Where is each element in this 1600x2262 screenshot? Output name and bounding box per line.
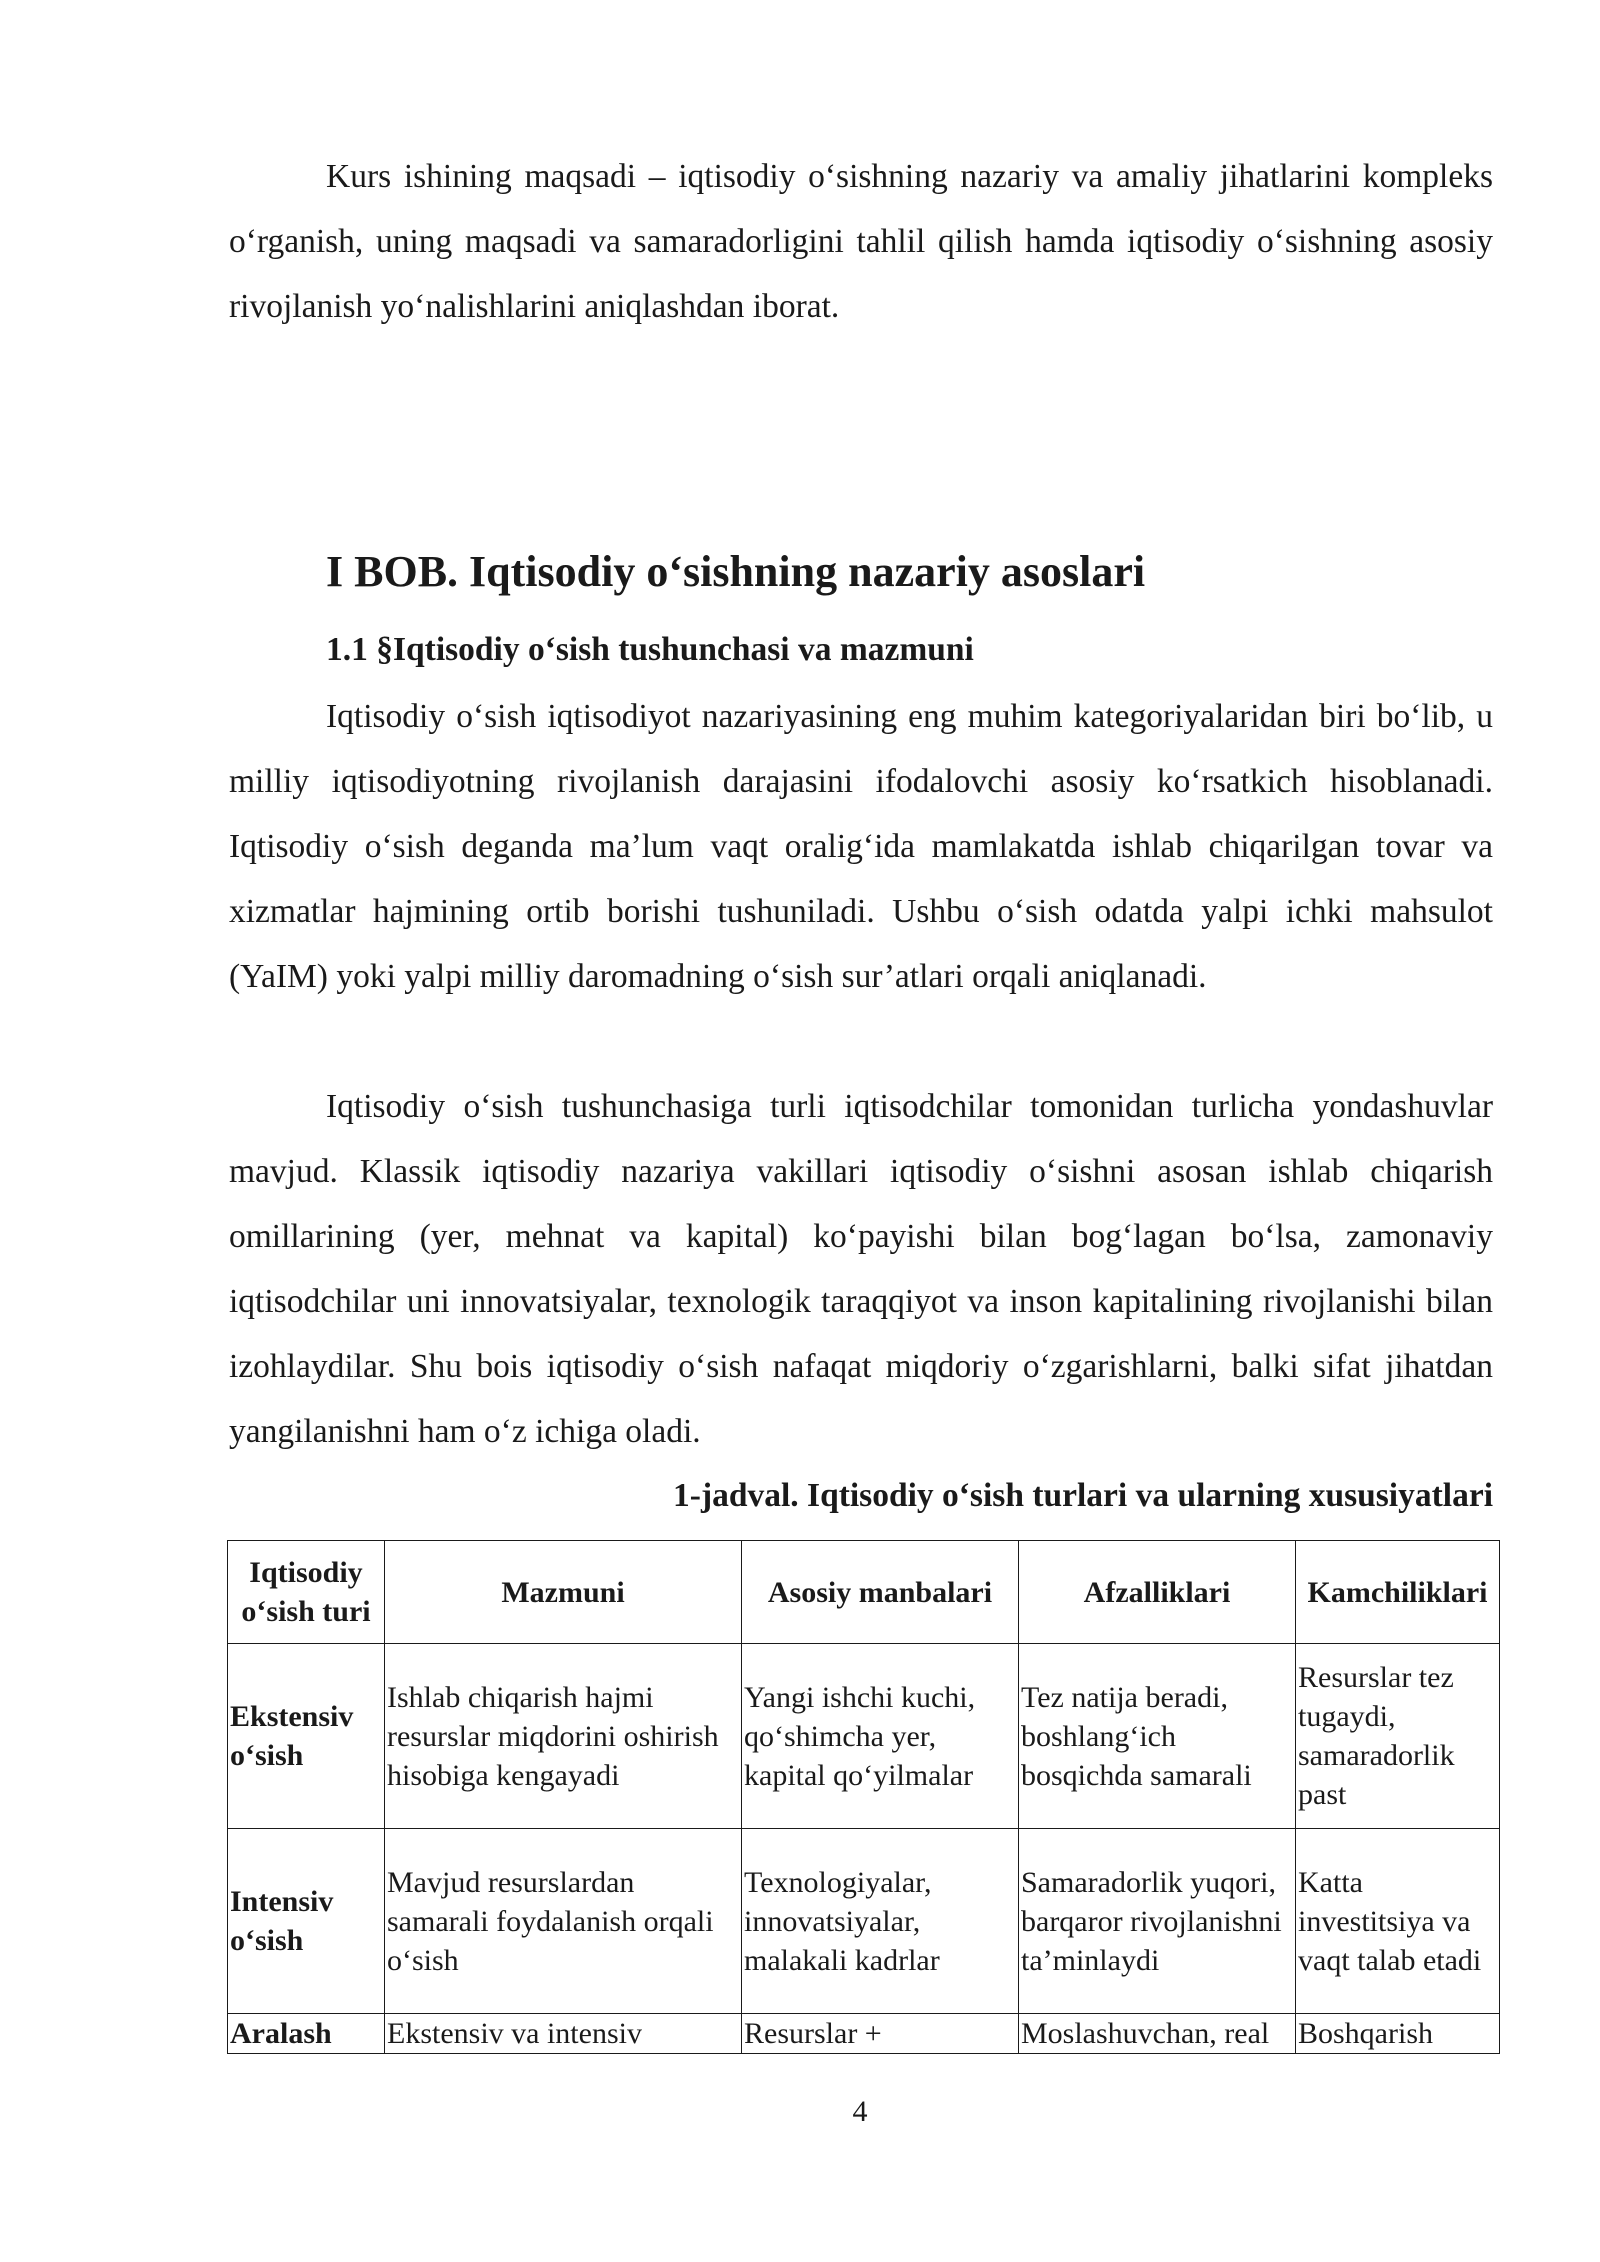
table-cell: Samaradorlik yuqori, barqaror rivojlanishni ta’minlaydi (1019, 1829, 1296, 2014)
header-cell: Iqtisodiy o‘sish turi (228, 1541, 385, 1644)
table-row (228, 1644, 1500, 1829)
body-paragraph: Iqtisodiy o‘sish tushunchasiga turli iqtisodchilar tomonidan turlicha yondashuvlar mavjud. Klassik iqtisodiy nazariya vakillari iqtisodiy o‘sishni asosan ishlab chiqarish omillarining (yer, mehnat va kapital) ko‘payishi bilan bog‘lagan bo‘lsa, zamonaviy iqtisodchilar uni innovatsiyalar, texnologik taraqqiyot va inson kapitalining rivojlanishi bilan izohlaydilar. Shu bois iqtisodiy o‘sish nafaqat miqdoriy o‘zgarishlarni, balki sifat jihatdan yangilanishni ham o‘z ichiga oladi. (229, 1088, 1493, 1450)
row-label-cell: Aralash (228, 2014, 385, 2054)
row-label-cell: Ekstensiv o‘sish (228, 1644, 385, 1829)
header-cell: Afzalliklari (1019, 1541, 1296, 1644)
growth-types-table (227, 1540, 1500, 2054)
table-cell: Yangi ishchi kuchi, qo‘shimcha yer, kapital qo‘yilmalar (742, 1644, 1019, 1829)
table-cell: Ekstensiv va intensiv (385, 2014, 742, 2054)
body-paragraph: Iqtisodiy o‘sish iqtisodiyot nazariyasining eng muhim kategoriyalaridan biri bo‘lib, u milliy iqtisodiyotning rivojlanish darajasini ifodalovchi asosiy ko‘rsatkich hisoblanadi. Iqtisodiy o‘sish deganda ma’lum vaqt oralig‘ida mamlakatda ishlab chiqarilgan tovar va xizmatlar hajmining ortib borishi tushuniladi. Ushbu o‘sish odatda yalpi ichki mahsulot (YaIM) yoki yalpi milliy daromadning o‘sish sur’atlari orqali aniqlanadi. (229, 698, 1493, 995)
table-row (228, 1829, 1500, 2014)
table-caption: 1-jadval. Iqtisodiy o‘sish turlari va ularning xususiyatlari (673, 1477, 1493, 1514)
table-cell: Ishlab chiqarish hajmi resurslar miqdorini oshirish hisobiga kengayadi (385, 1644, 742, 1829)
chapter-title: I BOB. Iqtisodiy o‘sishning nazariy asoslari (326, 547, 1146, 596)
table-cell: Resurslar + (742, 2014, 1019, 2054)
page-number: 4 (852, 2095, 868, 2128)
table-cell: Boshqarish (1296, 2014, 1500, 2054)
table-header-row (228, 1541, 1500, 1644)
table-cell: Moslashuvchan, real (1019, 2014, 1296, 2054)
section-title: 1.1 §Iqtisodiy o‘sish tushunchasi va mazmuni (326, 631, 974, 668)
table-row (228, 2014, 1500, 2054)
header-cell: Kamchiliklari (1296, 1541, 1500, 1644)
table-cell: Resurslar tez tugaydi, samaradorlik past (1296, 1644, 1500, 1829)
header-cell: Mazmuni (385, 1541, 742, 1644)
table-cell: Mavjud resurslardan samarali foydalanish orqali o‘sish (385, 1829, 742, 2014)
table-cell: Texnologiyalar, innovatsiyalar, malakali kadrlar (742, 1829, 1019, 2014)
header-cell: Asosiy manbalari (742, 1541, 1019, 1644)
table-cell: Katta investitsiya va vaqt talab etadi (1296, 1829, 1500, 2014)
table-cell: Tez natija beradi, boshlang‘ich bosqichda samarali (1019, 1644, 1296, 1829)
intro-paragraph: Kurs ishining maqsadi – iqtisodiy o‘sishning nazariy va amaliy jihatlarini kompleks o‘rganish, uning maqsadi va samaradorligini tahlil qilish hamda iqtisodiy o‘sishning asosiy rivojlanish yo‘nalishlarini aniqlashdan iborat. (229, 158, 1493, 325)
row-label-cell: Intensiv o‘sish (228, 1829, 385, 2014)
